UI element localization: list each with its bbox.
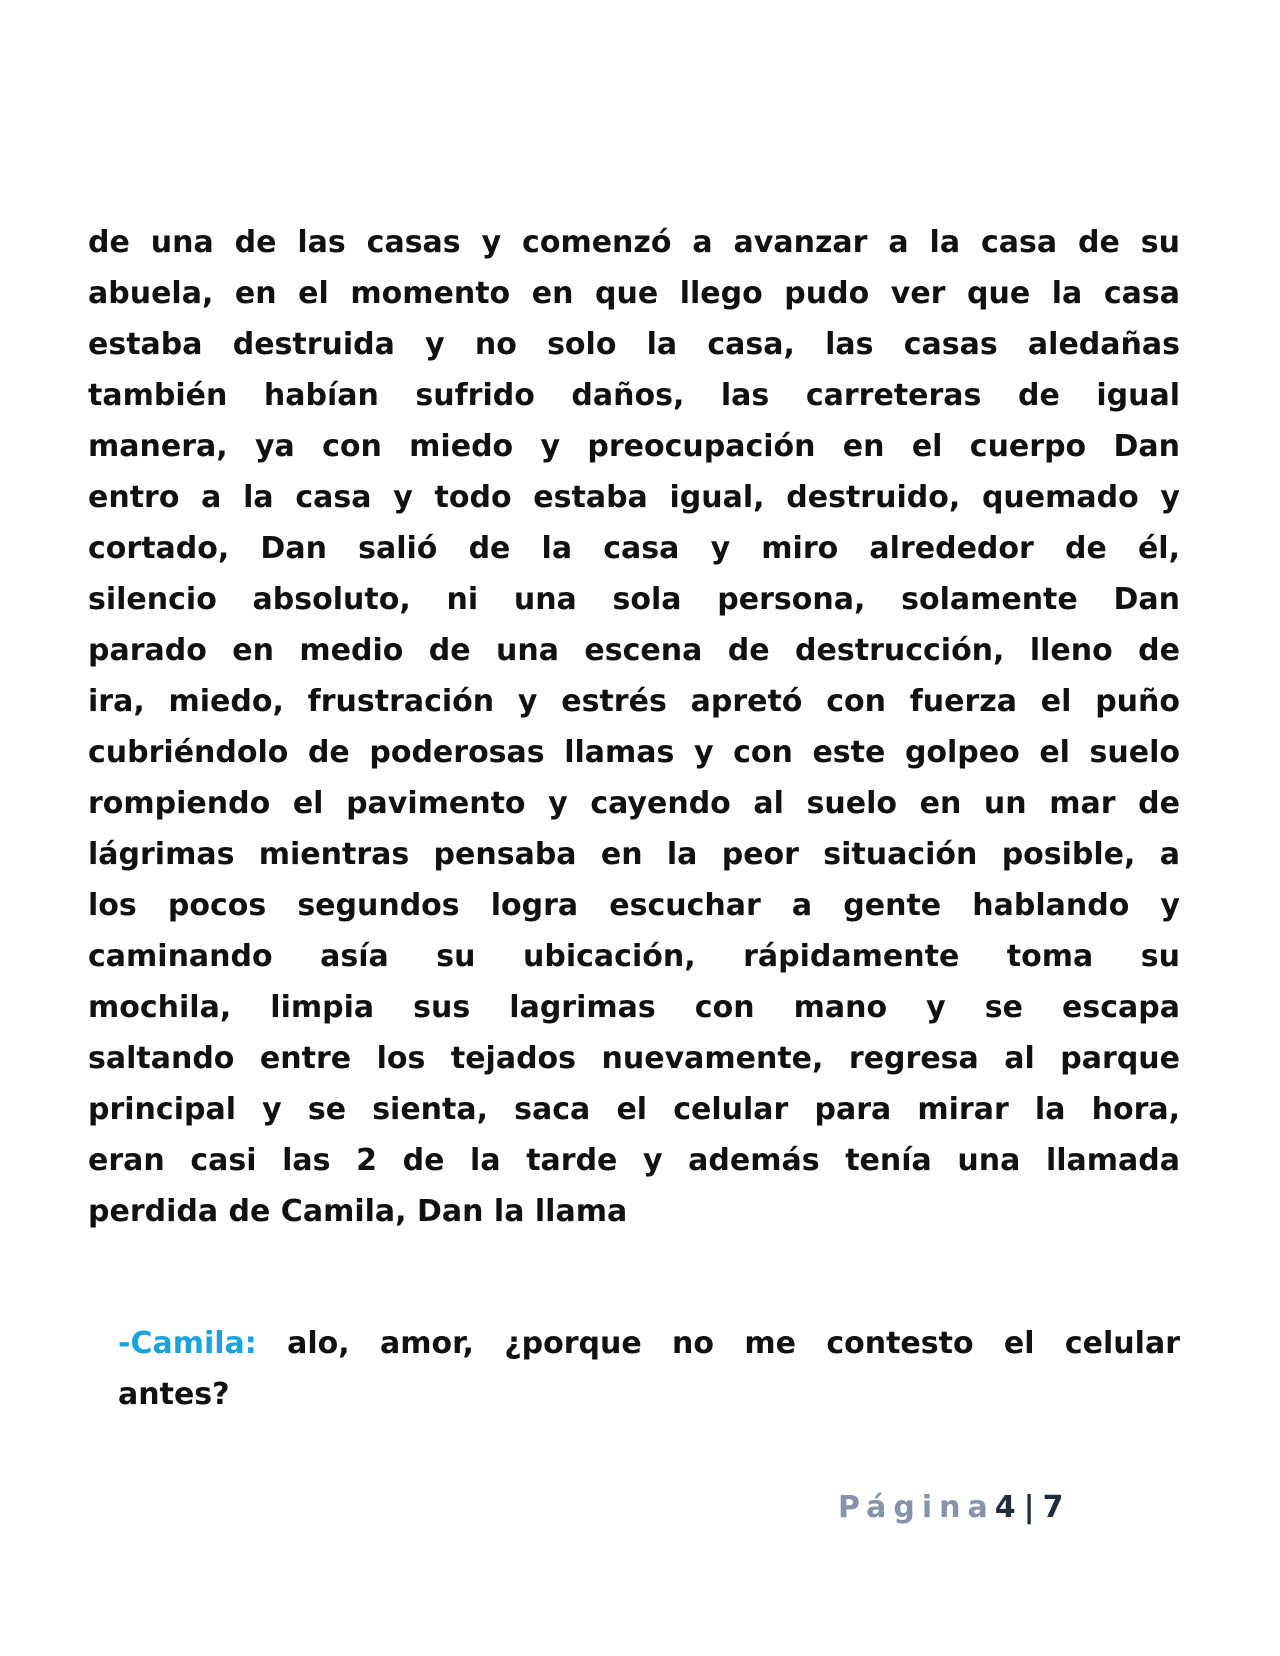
paragraph-line: los pocos segundos logra escuchar a gente hablando y <box>88 888 1180 923</box>
body-paragraph <box>88 217 1180 1237</box>
dialogue-block <box>118 1318 1180 1420</box>
paragraph-line: caminando asía su ubicación, rápidamente toma su <box>88 939 1180 974</box>
paragraph-line: abuela, en el momento en que llego pudo ver que la casa <box>88 276 1180 311</box>
paragraph-line: cubriéndolo de poderosas llamas y con este golpeo el suelo <box>88 735 1180 770</box>
dialogue-line: antes? <box>118 1377 230 1412</box>
paragraph-line: saltando entre los tejados nuevamente, regresa al parque <box>88 1041 1180 1076</box>
page-total: 7 <box>1042 1490 1064 1525</box>
paragraph-line: también habían sufrido daños, las carreteras de igual <box>88 378 1180 413</box>
page-footer <box>838 1488 1064 1528</box>
paragraph-line: manera, ya con miedo y preocupación en el cuerpo Dan <box>88 429 1180 464</box>
paragraph-line: principal y se sienta, saca el celular para mirar la hora, <box>88 1092 1180 1127</box>
paragraph-line: mochila, limpia sus lagrimas con mano y se escapa <box>88 990 1180 1025</box>
paragraph-line: ira, miedo, frustración y estrés apretó con fuerza el puño <box>88 684 1180 719</box>
page-number: 4 <box>994 1490 1016 1525</box>
paragraph-line: perdida de Camila, Dan la llama <box>88 1194 628 1229</box>
paragraph-line: parado en medio de una escena de destrucción, lleno de <box>88 633 1180 668</box>
speaker-name: -Camila: <box>118 1326 257 1361</box>
paragraph-line: lágrimas mientras pensaba en la peor situación posible, a <box>88 837 1180 872</box>
paragraph-line: silencio absoluto, ni una sola persona, solamente Dan <box>88 582 1180 617</box>
paragraph-line: rompiendo el pavimento y cayendo al suelo en un mar de <box>88 786 1180 821</box>
paragraph-line: entro a la casa y todo estaba igual, destruido, quemado y <box>88 480 1180 515</box>
paragraph-line: eran casi las 2 de la tarde y además tenía una llamada <box>88 1143 1180 1178</box>
paragraph-line: estaba destruida y no solo la casa, las casas aledañas <box>88 327 1180 362</box>
page-separator: | <box>1023 1490 1035 1525</box>
dialogue-text: alo, amor, ¿porque no me contesto el celular <box>256 1326 1180 1361</box>
page-label: Página <box>838 1490 995 1525</box>
paragraph-line: de una de las casas y comenzó a avanzar a la casa de su <box>88 225 1180 260</box>
paragraph-line: cortado, Dan salió de la casa y miro alrededor de él, <box>88 531 1180 566</box>
dialogue-line <box>118 1318 1180 1369</box>
